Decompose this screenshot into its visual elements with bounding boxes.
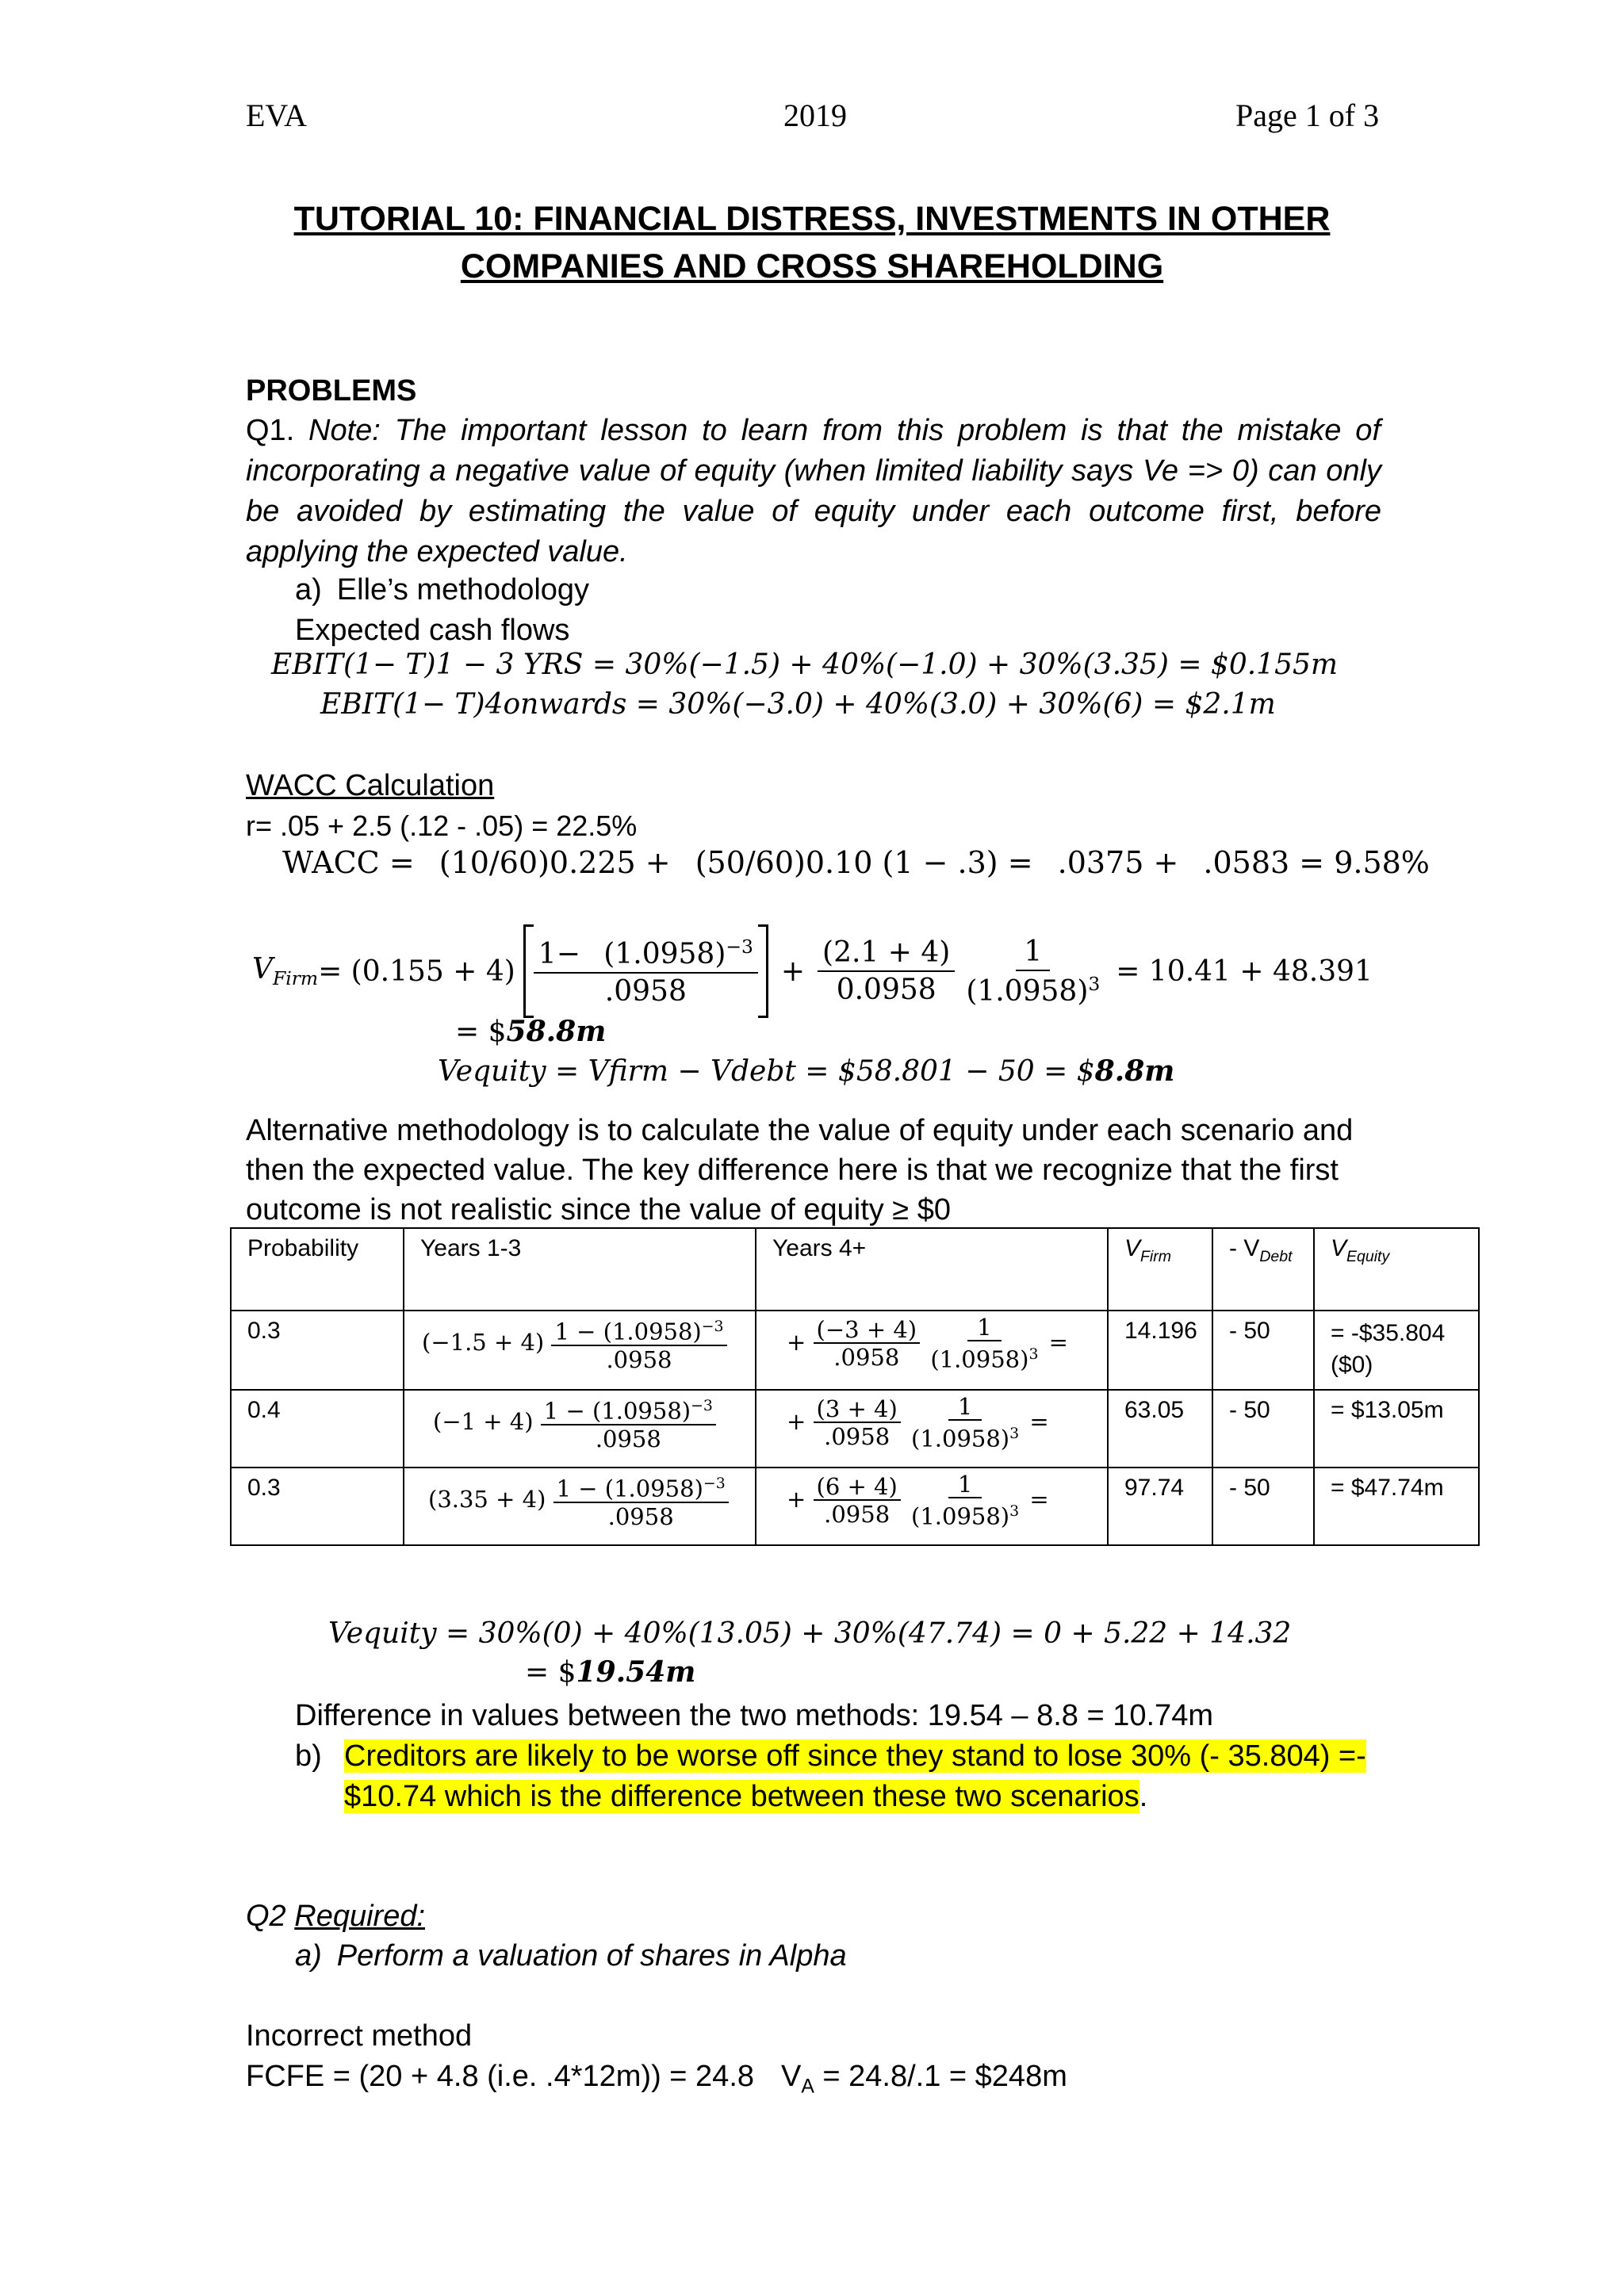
row-probability: 0.3 <box>247 1318 281 1344</box>
row-vdebt: - 50 <box>1229 1318 1270 1344</box>
vfirm-formula: $V_{Firm}$ = (0.155 + 4) $\frac{1- (1.0958)^{-3}}{.0958}$ + $\frac{(2.1 + 4)}{0.0958}$ $\frac{1}{(1.0958)^3}$ = 10.41 + 48.391 <box>252 918 1373 1024</box>
alt-method-line2: then the expected value. The key difference here is that we recognize that the first <box>246 1154 1339 1187</box>
ebit-year-4-onwards-equation: EBIT(1− T)4onwards = 30%(−3.0) + 40%(3.0) + 30%(6) = $2.1m <box>320 688 1276 721</box>
page-title-line1: TUTORIAL 10: FINANCIAL DISTRESS, INVESTMENTS IN OTHER <box>293 200 1331 238</box>
col-header-years-4-plus: Years 4+ <box>772 1235 867 1261</box>
col-header-probability: Probability <box>247 1235 359 1261</box>
vfirm-result: = $58.8m <box>455 1015 607 1048</box>
header-page-number: Page 1 of 3 <box>1235 98 1380 133</box>
row-years-1-3-formula: (−1 + 4) $\frac{1 - (1.0958)^{-3}}{.0958}$ <box>404 1391 755 1452</box>
row-probability: 0.4 <box>247 1397 281 1423</box>
row-years-4-formula: + $\frac{(6 + 4)}{.0958}$ $\frac{1}{(1.0958)^3}$ = <box>787 1471 1049 1530</box>
wacc-equation: WACC = (10/60)0.225 + (50/60)0.10 (1 − .3) = .0375 + .0583 = 9.58% <box>282 845 1430 880</box>
expected-cash-flows-label: Expected cash flows <box>295 614 570 647</box>
col-header-vfirm: $V_{Firm}$ <box>1124 1235 1171 1265</box>
q1-label: Q1. <box>246 414 295 447</box>
difference-line: Difference in values between the two methods: 19.54 – 8.8 = 10.74m <box>295 1699 1213 1732</box>
q1-note-line1: Note: The important lesson to learn from this problem is that the mistake of <box>308 414 1381 447</box>
row-vfirm: 97.74 <box>1124 1475 1185 1501</box>
q2-heading: Q2 Required: <box>246 1900 426 1933</box>
table-row <box>231 1311 1479 1390</box>
header-year: 2019 <box>783 98 847 133</box>
row-vfirm: 63.05 <box>1124 1397 1185 1423</box>
ebit-years-1-3-equation: EBIT(1− T)1 − 3 YRS = 30%(−1.5) + 40%(−1.0) + 30%(3.35) = $0.155m <box>271 649 1339 681</box>
row-vdebt: - 50 <box>1229 1475 1270 1501</box>
q1-note-line4: applying the expected value. <box>246 535 628 568</box>
cost-of-equity-line: r= .05 + 2.5 (.12 - .05) = 22.5% <box>246 809 638 842</box>
col-header-vdebt: - $V_{Debt}$ <box>1229 1235 1293 1265</box>
row-years-1-3-formula: (3.35 + 4) $\frac{1 - (1.0958)^{-3}}{.0958}$ <box>404 1468 755 1530</box>
table-row <box>231 1390 1479 1468</box>
row-vequity: = -$35.804 ($0) <box>1331 1320 1446 1378</box>
row-years-4-formula: + $\frac{(-3 + 4)}{.0958}$ $\frac{1}{(1.0958)^3}$ = <box>787 1314 1068 1373</box>
problems-heading: PROBLEMS <box>246 374 417 408</box>
q1-note-line2: incorporating a negative value of equity (when limited liability says Ve => 0) can only <box>246 454 1381 488</box>
header-left: EVA <box>246 98 308 133</box>
incorrect-method-label: Incorrect method <box>246 2019 473 2053</box>
vequity-equation: Vequity = Vfirm − Vdebt = $58.801 − 50 = $8.8m <box>438 1054 1175 1088</box>
row-probability: 0.3 <box>247 1475 281 1501</box>
col-header-vequity: $V_{Equity}$ <box>1331 1235 1390 1265</box>
page-title-line2: COMPANIES AND CROSS SHAREHOLDING <box>460 247 1164 285</box>
scenario-valuation-table <box>230 1227 1480 1546</box>
q2-part-a: a) Perform a valuation of shares in Alpha <box>295 1939 847 1973</box>
part-b-answer-line1: Creditors are likely to be worse off since they stand to lose 30% (- 35.804) =- <box>344 1739 1366 1773</box>
q1-part-a: a) Elle’s methodology <box>295 573 590 607</box>
row-years-4-formula: + $\frac{(3 + 4)}{.0958}$ $\frac{1}{(1.0958)^3}$ = <box>787 1393 1049 1452</box>
row-vdebt: - 50 <box>1229 1397 1270 1423</box>
expected-vequity-result: = $19.54m <box>525 1655 696 1689</box>
row-years-1-3-formula: (−1.5 + 4) $\frac{1 - (1.0958)^{-3}}{.0958}$ <box>404 1311 755 1373</box>
row-vfirm: 14.196 <box>1124 1318 1197 1344</box>
fcfe-line: FCFE = (20 + 4.8 (i.e. .4*12m)) = 24.8 $V_A = 24.8/.1$ = $248m <box>246 2060 1067 2098</box>
expected-vequity-equation: Vequity = 30%(0) + 40%(13.05) + 30%(47.74) = 0 + 5.22 + 14.32 <box>328 1617 1292 1650</box>
wacc-heading: WACC Calculation <box>246 769 495 802</box>
row-vequity: = $13.05m <box>1331 1397 1444 1423</box>
part-b-answer-line2: $10.74 which is the difference between these two scenarios. <box>344 1780 1148 1813</box>
row-vequity: = $47.74m <box>1331 1475 1444 1501</box>
table-header-row <box>231 1228 1479 1311</box>
q1-note-line3: be avoided by estimating the value of equity under each outcome first, before <box>246 495 1381 528</box>
col-header-years-1-3: Years 1-3 <box>420 1235 522 1261</box>
alt-method-line1: Alternative methodology is to calculate the value of equity under each scenario and <box>246 1114 1354 1147</box>
q1-part-b-label: b) <box>295 1739 322 1773</box>
alt-method-line3: outcome is not realistic since the value of equity ≥ $0 <box>246 1193 951 1226</box>
table-row <box>231 1468 1479 1545</box>
